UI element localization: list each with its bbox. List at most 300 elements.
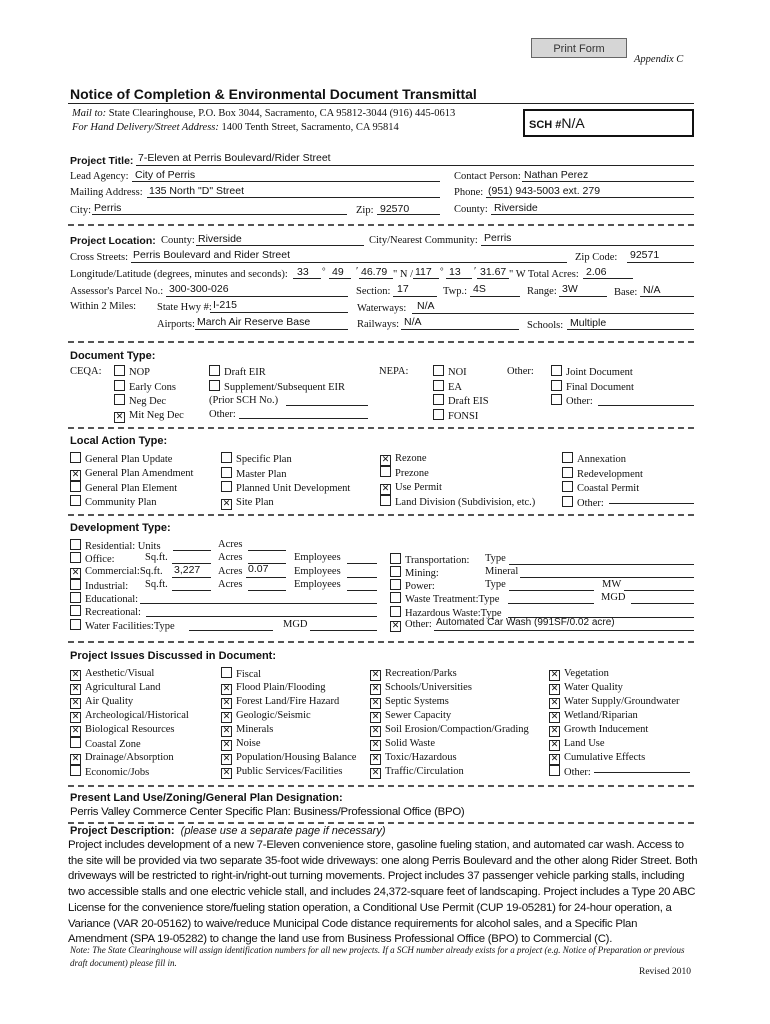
public-services-facilities-option[interactable]: [221, 765, 356, 779]
coastal-zone-option[interactable]: [70, 737, 189, 751]
checkbox[interactable]: [70, 619, 81, 630]
prior-sch-line: [286, 405, 368, 406]
sch-number-box[interactable]: SCH #N/A: [523, 109, 694, 137]
local-action-label: Local Action Type:: [70, 435, 168, 447]
transportation-type-line: [509, 564, 694, 565]
long-minutes-line: [446, 278, 472, 279]
checkbox[interactable]: ✕: [550, 670, 559, 680]
checkbox[interactable]: ✕: [222, 768, 231, 779]
option-label: Specific Plan: [236, 454, 292, 465]
sewer-capacity-option[interactable]: [370, 709, 529, 723]
checkbox[interactable]: [380, 466, 391, 477]
long-degrees[interactable]: 117: [415, 266, 432, 278]
checkbox[interactable]: ✕: [71, 726, 80, 736]
mit-neg-dec-option[interactable]: [114, 409, 184, 423]
west-total-acres-label: " W Total Acres:: [509, 269, 579, 280]
option-label: FONSI: [448, 410, 479, 422]
lat-seconds[interactable]: 46.79: [361, 266, 388, 278]
draft-eir-option[interactable]: Draft EIR: [209, 365, 345, 380]
checkbox[interactable]: ✕: [391, 621, 400, 631]
land-division-subdivision-etc-option[interactable]: [380, 495, 535, 510]
community-plan-option[interactable]: [70, 495, 193, 510]
traffic-circulation-option[interactable]: [370, 765, 529, 779]
population-housing-balance-option[interactable]: [221, 751, 356, 765]
section-divider: [68, 224, 694, 226]
checkbox[interactable]: [549, 765, 560, 776]
checkbox[interactable]: [433, 365, 444, 376]
land-use-label: Present Land Use/Zoning/General Plan Designation:: [70, 792, 343, 804]
county-label: County:: [454, 204, 488, 215]
checkbox[interactable]: [70, 481, 81, 492]
nearest-community-line: [481, 245, 694, 246]
checkbox[interactable]: ✕: [71, 684, 80, 694]
sch-number-value: N/A: [561, 115, 585, 131]
degree-symbol-2: °: [440, 266, 444, 276]
agricultural-land-option[interactable]: [70, 681, 189, 695]
option-label: Soil Erosion/Compaction/Grading: [385, 724, 529, 735]
toxic-hazardous-option[interactable]: [370, 751, 529, 765]
option-label: Schools/Universities: [385, 682, 472, 693]
planned-unit-development-option[interactable]: [221, 481, 350, 496]
option-label: Other:: [577, 497, 604, 509]
local-action-col-3: [380, 452, 535, 509]
industrial-option[interactable]: Industrial:: [70, 579, 128, 592]
archeological-historical-option[interactable]: [70, 709, 189, 723]
office-option[interactable]: Office:: [70, 552, 115, 565]
nop-option[interactable]: [114, 365, 184, 380]
recreational-option[interactable]: Recreational:: [70, 605, 141, 618]
biological-resources-option[interactable]: [70, 723, 189, 737]
checkbox[interactable]: ✕: [222, 754, 231, 765]
ceqa-other-label: Other:: [209, 408, 236, 420]
power-mw-label: MW: [602, 579, 622, 590]
hand-delivery-line: For Hand Delivery/Street Address: 1400 Tenth Street, Sacramento, CA 95814: [72, 122, 399, 133]
checkbox[interactable]: [209, 380, 220, 391]
option-label: Rezone: [395, 453, 427, 464]
nepa-label: NEPA:: [379, 366, 409, 377]
checkbox[interactable]: [221, 467, 232, 478]
state-hwy-value[interactable]: I-215: [213, 299, 237, 311]
section-divider: [68, 514, 694, 516]
checkbox[interactable]: [562, 467, 573, 478]
coastal-permit-option[interactable]: [562, 481, 643, 496]
general-plan-element-option[interactable]: [70, 481, 193, 496]
dev-other-option[interactable]: ✕ Other:: [391, 619, 432, 631]
air-quality-option[interactable]: [70, 695, 189, 709]
dev-other-value[interactable]: Automated Car Wash (991SF/0.02 acre): [436, 617, 615, 628]
checkbox[interactable]: ✕: [371, 698, 380, 708]
commercial-acres-value[interactable]: 0.07: [248, 563, 269, 575]
project-title-label: Project Title:: [70, 155, 134, 167]
option-label: Coastal Permit: [577, 483, 640, 494]
range-label: Range:: [527, 286, 557, 297]
checkbox[interactable]: ✕: [371, 712, 380, 722]
checkbox[interactable]: ✕: [381, 455, 390, 465]
contact-label: Contact Person:: [454, 171, 521, 182]
mailing-address-value[interactable]: 135 North "D" Street: [149, 185, 244, 197]
checkbox[interactable]: ✕: [371, 768, 380, 778]
neg-dec-option[interactable]: [114, 394, 184, 409]
long-seconds[interactable]: 31.67: [480, 266, 507, 278]
cross-streets-label: Cross Streets:: [70, 252, 129, 263]
lat-degrees[interactable]: 33: [297, 266, 309, 278]
section-divider: [68, 822, 694, 824]
annexation-option[interactable]: [562, 452, 643, 467]
waterways-line: [412, 313, 694, 314]
section-divider: [68, 641, 694, 643]
option-label: Economic/Jobs: [85, 767, 150, 779]
water-mgd-label: MGD: [283, 619, 308, 630]
checkbox[interactable]: [390, 553, 401, 564]
railways-line: [401, 329, 519, 330]
fiscal-option[interactable]: [221, 667, 356, 681]
print-form-button[interactable]: Print Form: [531, 38, 627, 58]
vegetation-option[interactable]: [549, 667, 680, 681]
checkbox[interactable]: [70, 737, 81, 748]
checkbox[interactable]: ✕: [71, 469, 80, 480]
ceqa-options: [114, 365, 184, 423]
checkbox[interactable]: [433, 394, 444, 405]
option-label: Mit Neg Dec: [129, 409, 184, 421]
site-plan-option[interactable]: [221, 496, 350, 510]
checkbox[interactable]: ✕: [381, 483, 390, 494]
waterways-value[interactable]: N/A: [417, 300, 435, 312]
lat-minutes[interactable]: 49: [332, 266, 344, 278]
industrial-employees-label: Employees: [294, 579, 341, 590]
checkbox[interactable]: ✕: [550, 712, 559, 722]
power-type-label: Type: [485, 579, 506, 590]
checkbox[interactable]: [562, 481, 573, 492]
option-label: Community Plan: [85, 497, 157, 508]
checkbox[interactable]: [70, 579, 81, 590]
option-label: General Plan Update: [85, 454, 173, 465]
cumulative-effects-option[interactable]: [549, 751, 680, 765]
title-rule: [68, 103, 694, 104]
checkbox[interactable]: [221, 481, 232, 492]
checkbox[interactable]: ✕: [550, 754, 559, 764]
checkbox[interactable]: ✕: [371, 740, 380, 750]
checkbox[interactable]: [433, 409, 444, 420]
phone-value[interactable]: (951) 943-5003 ext. 279: [488, 185, 601, 197]
residential-acres-line: [248, 550, 286, 551]
location-zip-value[interactable]: 92571: [630, 249, 660, 261]
checkbox[interactable]: [114, 365, 125, 376]
water-supply-groundwater-option[interactable]: [549, 695, 680, 709]
residential-acres-label: Acres: [218, 539, 243, 550]
option-label: Early Cons: [129, 381, 176, 393]
total-acres-value[interactable]: 2.06: [586, 266, 607, 278]
checkbox[interactable]: [380, 495, 391, 506]
industrial-employees-line: [347, 590, 377, 591]
checkbox[interactable]: [70, 592, 81, 603]
range-value[interactable]: 3W: [562, 283, 578, 295]
early-cons-option[interactable]: [114, 380, 184, 395]
project-issues-label: Project Issues Discussed in Document:: [70, 650, 277, 662]
checkbox[interactable]: ✕: [71, 712, 80, 722]
soil-erosion-compaction-grading-option[interactable]: [370, 723, 529, 737]
issues-col-1: [70, 667, 189, 780]
checkbox[interactable]: [70, 452, 81, 463]
educational-option[interactable]: Educational:: [70, 592, 138, 605]
zip-label: Zip:: [356, 205, 374, 216]
checkbox[interactable]: [390, 579, 401, 590]
railways-label: Railways:: [357, 319, 399, 330]
project-title-value[interactable]: 7-Eleven at Perris Boulevard/Rider Street: [138, 152, 331, 164]
supplement-eir-option[interactable]: Supplement/Subsequent EIR: [209, 380, 345, 395]
zip-value[interactable]: 92570: [380, 203, 410, 215]
waste-treatment-option[interactable]: Waste Treatment:Type: [390, 592, 499, 605]
power-option[interactable]: Power:: [390, 579, 435, 592]
recreational-line: [146, 616, 377, 617]
waste-mgd-label: MGD: [601, 592, 626, 603]
checkbox[interactable]: ✕: [222, 698, 231, 709]
apn-value[interactable]: 300-300-026: [169, 283, 229, 295]
checkbox[interactable]: [390, 566, 401, 577]
water-mgd-line: [310, 630, 377, 631]
state-hwy-label: State Hwy #:: [157, 302, 212, 313]
appendix-label: Appendix C: [634, 54, 684, 65]
option-label: Draft EIS: [448, 396, 489, 407]
option-label: Flood Plain/Flooding: [236, 682, 326, 694]
use-permit-option[interactable]: [380, 481, 535, 495]
commercial-option[interactable]: ✕ Commercial:Sq.ft.: [71, 566, 163, 578]
option-label: Forest Land/Fire Hazard: [236, 696, 340, 708]
checkbox[interactable]: [221, 452, 232, 463]
office-acres-label: Acres: [218, 552, 243, 563]
project-description-header: Project Description: (please use a separate page if necessary): [70, 825, 386, 837]
checkbox[interactable]: [390, 606, 401, 617]
checkbox[interactable]: [390, 592, 401, 603]
lead-agency-value[interactable]: City of Perris: [135, 169, 196, 181]
checkbox[interactable]: [70, 495, 81, 506]
commercial-employees-label: Employees: [294, 566, 341, 577]
water-type-line: [189, 630, 273, 631]
cross-streets-line: [131, 262, 567, 263]
nearest-community-value[interactable]: Perris: [484, 232, 512, 244]
dev-other-line: [434, 630, 694, 631]
checkbox[interactable]: [433, 380, 444, 391]
checkbox[interactable]: ✕: [71, 754, 80, 765]
solid-waste-option[interactable]: [370, 737, 529, 751]
schools-universities-option[interactable]: [370, 681, 529, 695]
other-option[interactable]: [551, 394, 634, 409]
ea-option[interactable]: [433, 380, 489, 395]
general-plan-amendment-option[interactable]: [70, 467, 193, 481]
option-label: Archeological/Historical: [85, 710, 189, 721]
rezone-option[interactable]: [380, 452, 535, 466]
option-label: EA: [448, 381, 462, 393]
residential-units-line: [173, 550, 211, 551]
checkbox[interactable]: ✕: [71, 698, 80, 708]
checkbox[interactable]: [114, 394, 125, 405]
airports-value[interactable]: March Air Reserve Base: [197, 316, 311, 328]
option-label: Master Plan: [236, 468, 287, 480]
checkbox[interactable]: ✕: [222, 712, 231, 723]
power-mw-line: [624, 590, 694, 591]
water-quality-option[interactable]: [549, 681, 680, 695]
redevelopment-option[interactable]: [562, 467, 643, 482]
checkbox[interactable]: ✕: [222, 684, 231, 695]
section-label: Section:: [356, 286, 391, 297]
wetland-riparian-option[interactable]: [549, 709, 680, 723]
mineral-label: Mineral: [485, 566, 519, 577]
checkbox[interactable]: ✕: [222, 726, 231, 737]
long-seconds-line: [477, 278, 509, 279]
option-label: Final Document: [566, 381, 634, 393]
general-plan-update-option[interactable]: [70, 452, 193, 467]
septic-systems-option[interactable]: [370, 695, 529, 709]
city-label: City:: [70, 205, 92, 216]
long-minutes[interactable]: 13: [449, 266, 461, 278]
checkbox[interactable]: ✕: [371, 726, 380, 736]
checkbox[interactable]: [221, 667, 232, 678]
joint-document-option[interactable]: [551, 365, 634, 380]
recreation-parks-option[interactable]: [370, 667, 529, 681]
checkbox[interactable]: [70, 539, 81, 550]
forest-land-fire-hazard-option[interactable]: [221, 695, 356, 709]
location-county-value[interactable]: Riverside: [198, 233, 242, 245]
specific-plan-option[interactable]: [221, 452, 350, 467]
option-label: Noise: [236, 738, 261, 750]
option-label: Minerals: [236, 724, 274, 736]
residential-option[interactable]: Residential: Units: [70, 539, 161, 552]
location-zip-line: [627, 262, 694, 263]
checkbox[interactable]: [70, 605, 81, 616]
geologic-seismic-option[interactable]: [221, 709, 356, 723]
mailing-address-line: [147, 197, 440, 198]
railways-value[interactable]: N/A: [404, 316, 422, 328]
location-county-line: [196, 245, 364, 246]
section-divider: [68, 785, 694, 787]
land-use-option[interactable]: [549, 737, 680, 751]
project-location-label: Project Location:: [70, 235, 156, 247]
footer-note: Note: The State Clearinghouse will assign identification numbers for all new projects. If a SCH number already exists for a project (e.g. Notice of Preparation or previous draft document) please fill in.: [70, 945, 685, 968]
fonsi-option[interactable]: [433, 409, 489, 424]
option-label: Land Division (Subdivision, etc.): [395, 496, 536, 508]
option-label: Cumulative Effects: [564, 752, 646, 763]
commercial-acres-line: [246, 577, 286, 578]
county-value[interactable]: Riverside: [494, 202, 538, 214]
cross-streets-value[interactable]: Perris Boulevard and Rider Street: [133, 249, 290, 261]
water-facilities-option[interactable]: Water Facilities:Type: [70, 619, 175, 632]
flood-plain-flooding-option[interactable]: [221, 681, 356, 695]
option-label: Water Quality: [564, 682, 623, 693]
prezone-option[interactable]: [380, 466, 535, 481]
contact-line: [522, 181, 694, 182]
airports-line: [195, 329, 348, 330]
checkbox[interactable]: ✕: [71, 568, 80, 578]
option-label: Use Permit: [395, 481, 442, 493]
checkbox[interactable]: [551, 394, 562, 405]
draft-eis-option[interactable]: [433, 394, 489, 409]
waste-mgd-line: [631, 603, 694, 604]
city-value[interactable]: Perris: [94, 202, 122, 214]
minerals-option[interactable]: [221, 723, 356, 737]
issues-col-2: [221, 667, 356, 779]
checkbox[interactable]: [551, 365, 562, 376]
apn-line: [166, 296, 348, 297]
twp-value[interactable]: 4S: [473, 283, 486, 295]
checkbox[interactable]: [70, 765, 81, 776]
project-title-line: [136, 165, 694, 166]
checkbox[interactable]: [562, 452, 573, 463]
checkbox[interactable]: ✕: [222, 498, 231, 509]
option-label: Wetland/Riparian: [564, 710, 638, 721]
local-action-col-4: [562, 452, 643, 510]
option-label: Vegetation: [564, 668, 609, 679]
drainage-absorption-option[interactable]: [70, 751, 189, 765]
checkbox[interactable]: ✕: [115, 411, 124, 422]
checkbox[interactable]: ✕: [371, 670, 380, 680]
checkbox[interactable]: [209, 365, 220, 376]
project-description-text[interactable]: Project includes development of a new 7-Eleven convenience store, gasoline fueling station, and automated car wash. Access to the site will be provided via two separate 35-foot wide driveways: one along Perris Boulevard and the other along Rider Street. Both driveways will be restricted to right-in/right-out turning movements. Project includes 37 passenger vehicle parking stalls, including two accessible stalls and one electric vehicle stall, and includes 24,372-square feet of landscaping. Project includes a Type 20 ABC License for the convenience store/fueling station operation, a Conditional Use Permit (CUP 19-05281) for 24-hour operation, a Variance (VAR 20-05162) to waive/reduce Municipal Code distance requirements for alcohol sales, and a Specific Plan Amendment (SPA 19-05282) to change the land use from Business Professional Office (BPO) to Commercial (C).: [68, 839, 698, 946]
checkbox[interactable]: ✕: [71, 670, 80, 680]
checkbox[interactable]: [114, 380, 125, 391]
north-label: " N /: [393, 269, 414, 280]
option-label: Coastal Zone: [85, 739, 141, 750]
twp-line: [470, 296, 520, 297]
growth-inducement-option[interactable]: [549, 723, 680, 737]
checkbox[interactable]: ✕: [550, 698, 559, 708]
final-document-option[interactable]: [551, 380, 634, 395]
land-use-value[interactable]: Perris Valley Commerce Center Specific Plan: Business/Professional Office (BPO): [70, 806, 465, 818]
schools-value[interactable]: Multiple: [570, 317, 607, 329]
checkbox[interactable]: ✕: [371, 754, 380, 764]
mineral-line: [520, 577, 694, 578]
option-label: Water Supply/Groundwater: [564, 696, 680, 707]
commercial-sqft-value[interactable]: 3,227: [174, 564, 201, 576]
location-county-label: County:: [161, 235, 195, 246]
checkbox[interactable]: [551, 380, 562, 391]
checkbox[interactable]: ✕: [371, 684, 380, 694]
power-type-line: [509, 590, 594, 591]
hazardous-waste-option[interactable]: Hazardous Waste:Type: [390, 606, 501, 619]
contact-value[interactable]: Nathan Perez: [524, 169, 589, 181]
issues-col-4: [549, 667, 680, 779]
base-value[interactable]: N/A: [643, 284, 661, 296]
checkbox[interactable]: ✕: [222, 740, 231, 751]
location-zip-label: Zip Code:: [575, 252, 618, 263]
checkbox[interactable]: [70, 552, 81, 563]
master-plan-option[interactable]: [221, 467, 350, 482]
section-value[interactable]: 17: [397, 283, 409, 295]
checkbox[interactable]: ✕: [550, 726, 559, 736]
option-label: Recreation/Parks: [385, 668, 457, 679]
option-label: Geologic/Seismic: [236, 710, 311, 722]
office-sqft-label: Sq.ft.: [145, 552, 168, 563]
total-acres-line: [583, 278, 633, 279]
zip-line: [377, 214, 440, 215]
transportation-option[interactable]: Transportation:: [390, 553, 469, 566]
checkbox[interactable]: [562, 496, 573, 507]
option-label: General Plan Element: [85, 482, 178, 494]
checkbox[interactable]: ✕: [550, 740, 559, 750]
lead-agency-label: Lead Agency:: [70, 171, 129, 182]
option-label: Biological Resources: [85, 724, 175, 735]
noise-option[interactable]: [221, 737, 356, 751]
mining-option[interactable]: Mining:: [390, 566, 439, 579]
noi-option[interactable]: [433, 365, 489, 380]
lat-seconds-line: [359, 278, 393, 279]
local-action-col-1: [70, 452, 193, 510]
option-label: Other:: [564, 767, 591, 778]
economic-jobs-option[interactable]: [70, 765, 189, 779]
option-label: Aesthetic/Visual: [85, 668, 155, 679]
aesthetic-visual-option[interactable]: [70, 667, 189, 681]
checkbox[interactable]: ✕: [550, 684, 559, 694]
minute-symbol: ′: [356, 266, 359, 277]
option-label: Public Services/Facilities: [236, 766, 343, 778]
